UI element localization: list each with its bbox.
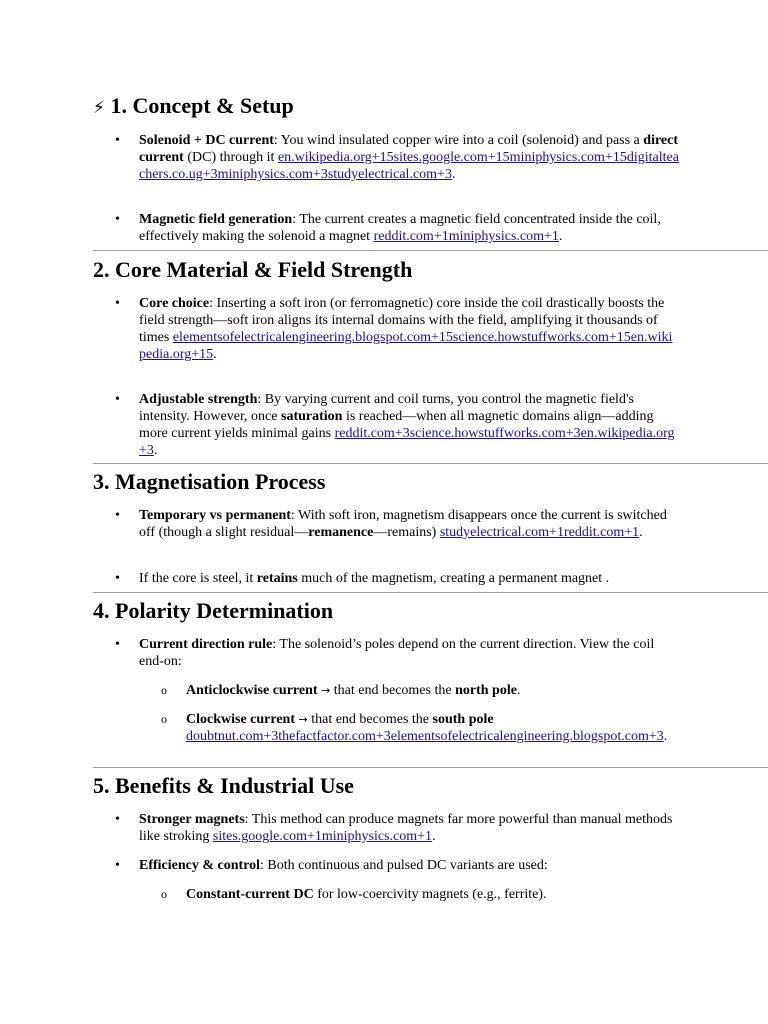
item-term: Constant-current DC xyxy=(186,887,314,902)
item-term: Core choice xyxy=(139,296,210,311)
list-item xyxy=(139,211,679,245)
section-divider xyxy=(93,463,768,464)
item-term: Anticlockwise current xyxy=(186,683,318,698)
item-term: Stronger magnets xyxy=(139,812,245,827)
item-text: : Both continuous and pulsed DC variants are used: xyxy=(260,858,548,873)
source-link[interactable]: elementsofelectricalengineering.blogspot.com+15science.howstuffworks.com+15en.wikipedia.org+15 xyxy=(139,330,673,362)
item-text: : You wind insulated copper wire into a coil (solenoid) and pass a xyxy=(273,133,644,148)
bullet-dot xyxy=(115,132,123,149)
item-text: that end becomes the xyxy=(307,712,433,727)
item-text: : With soft iron, magnetism disappears once the current is switched off (though a slight residual— xyxy=(139,508,667,540)
item-text: : The solenoid’s poles depend on the current direction. View the coil end-on: xyxy=(139,637,655,669)
item-bold: remanence xyxy=(308,525,374,540)
list-item xyxy=(139,811,679,845)
lightning-icon: ⚡ xyxy=(93,98,105,118)
sub-list-item xyxy=(186,886,686,903)
bullet-dot xyxy=(115,391,123,408)
section-3-heading: 3. Magnetisation Process xyxy=(93,469,326,494)
section-5-heading: 5. Benefits & Industrial Use xyxy=(93,773,354,798)
list-item xyxy=(139,857,679,874)
right-arrow-icon: → xyxy=(321,684,331,697)
item-term: Clockwise current xyxy=(186,712,295,727)
item-bold: north pole xyxy=(455,683,517,698)
item-text: that end becomes the xyxy=(330,683,456,698)
item-end: . xyxy=(432,829,436,844)
item-term: Adjustable strength xyxy=(139,392,258,407)
item-end: . xyxy=(558,229,563,244)
item-text: (DC) through it xyxy=(183,150,278,165)
item-end: . xyxy=(663,729,668,744)
item-bold: south pole xyxy=(432,712,494,727)
item-end: . xyxy=(153,443,158,458)
item-bold: retains xyxy=(256,571,298,586)
item-text: : This method can produce magnets far more powerful than manual methods like stroking xyxy=(139,812,673,844)
section-divider xyxy=(93,767,768,768)
list-item xyxy=(139,507,679,541)
section-divider xyxy=(93,592,768,593)
item-text: If the core is steel, it xyxy=(139,571,257,586)
source-link[interactable]: doubtnut.com+3thefactfactor.com+3elementsofelectricalengineering.blogspot.com+3 xyxy=(186,729,664,744)
list-item xyxy=(139,132,679,183)
sub-bullet: o xyxy=(161,683,167,697)
item-end: . xyxy=(639,525,643,540)
item-term: Magnetic field generation xyxy=(139,212,293,227)
item-end: . xyxy=(451,167,456,182)
source-link[interactable]: reddit.com+3science.howstuffworks.com+3en.wikipedia.org+3 xyxy=(139,426,675,458)
section-1-heading xyxy=(93,93,294,121)
item-text: : Inserting a soft iron (or ferromagnetic) core inside the coil drastically boosts the field strength—soft iron aligns its internal domains with the field, amplifying it thousands of times xyxy=(139,296,665,345)
item-end: . xyxy=(516,683,521,698)
item-end: . xyxy=(213,347,217,362)
item-bold: direct current xyxy=(139,133,679,165)
sub-list-item xyxy=(186,682,686,699)
item-term: Temporary vs permanent xyxy=(139,508,291,523)
bullet-dot xyxy=(115,636,123,653)
bullet-dot xyxy=(115,295,123,312)
item-text: is reached—when all magnetic domains align—adding more current yields minimal gains xyxy=(139,409,654,441)
source-link[interactable]: reddit.com+1miniphysics.com+1 xyxy=(373,229,559,244)
sub-bullet: o xyxy=(161,712,167,726)
bullet-dot xyxy=(115,570,123,587)
list-item xyxy=(139,636,679,670)
section-4-heading: 4. Polarity Determination xyxy=(93,598,334,623)
sub-bullet: o xyxy=(161,887,167,901)
source-link[interactable]: sites.google.com+1miniphysics.com+1 xyxy=(212,829,433,844)
item-bold: saturation xyxy=(281,409,343,424)
item-text: much of the magnetism, creating a permanent magnet . xyxy=(297,571,610,586)
item-term: Current direction rule xyxy=(139,637,273,652)
item-text: for low-coercivity magnets (e.g., ferrite). xyxy=(313,887,547,902)
bullet-dot xyxy=(115,507,123,524)
item-term: Efficiency & control xyxy=(139,858,261,873)
section-2-heading: 2. Core Material & Field Strength xyxy=(93,257,413,282)
list-item xyxy=(139,295,679,363)
right-arrow-icon: → xyxy=(298,713,308,726)
item-text: : The current creates a magnetic field concentrated inside the coil, effectively making the solenoid a magnet xyxy=(139,212,661,244)
item-term: Solenoid + DC current xyxy=(139,133,274,148)
item-text: : By varying current and coil turns, you control the magnetic field's intensity. However, once xyxy=(139,392,634,424)
source-link[interactable]: en.wikipedia.org+15sites.google.com+15miniphysics.com+15digitalteachers.co.ug+3miniphysics.com+3studyelectrical.com+3 xyxy=(139,150,679,182)
heading-text: 1. Concept & Setup xyxy=(110,93,294,118)
list-item xyxy=(139,570,679,587)
bullet-dot xyxy=(115,857,123,874)
list-item xyxy=(139,391,679,459)
bullet-dot xyxy=(115,811,123,828)
source-link[interactable]: studyelectrical.com+1reddit.com+1 xyxy=(439,525,640,540)
bullet-dot xyxy=(115,211,123,228)
section-divider xyxy=(93,250,768,251)
sub-list-item xyxy=(186,711,686,745)
item-text: —remains) xyxy=(373,525,440,540)
